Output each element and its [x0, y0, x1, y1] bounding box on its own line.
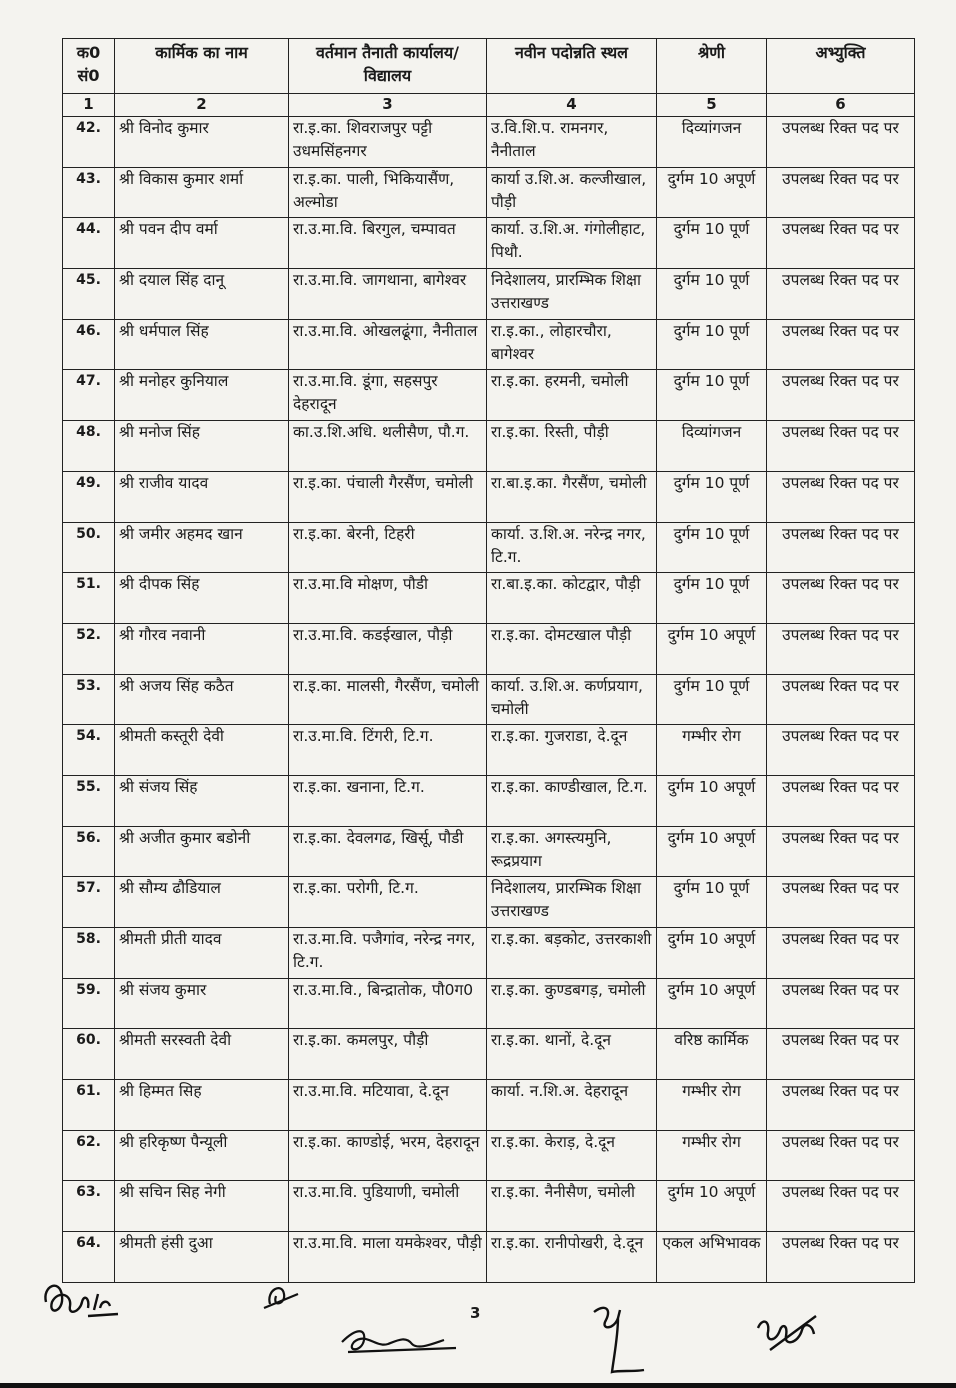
- cell-category: दुर्गम 10 अपूर्ण: [657, 978, 767, 1029]
- cell-remark: उपलब्ध रिक्त पद पर: [767, 1181, 915, 1232]
- cell-current-posting: रा.उ.मा.वि., बिन्द्रातोक, पौ0ग0: [289, 978, 487, 1029]
- table-row: [63, 1181, 915, 1232]
- cell-serial: 49.: [63, 471, 115, 522]
- table-row: [63, 826, 915, 877]
- cell-current-posting: रा.उ.मा.वि. ओखलढूंगा, नैनीताल: [289, 319, 487, 370]
- cell-name: श्री अजीत कुमार बडोनी: [115, 826, 289, 877]
- cell-name: श्री अजय सिंह कठैत: [115, 674, 289, 725]
- cell-new-posting: कार्या. उ.शि.अ. नरेन्द्र नगर, टि.ग.: [487, 522, 657, 573]
- column-number: 2: [115, 94, 289, 117]
- cell-category: गम्भीर रोग: [657, 725, 767, 776]
- table-row: [63, 522, 915, 573]
- cell-name: श्री पवन दीप वर्मा: [115, 218, 289, 269]
- cell-category: दुर्गम 10 अपूर्ण: [657, 826, 767, 877]
- cell-category: दुर्गम 10 पूर्ण: [657, 319, 767, 370]
- cell-new-posting: रा.इ.का. थानों, दे.दून: [487, 1029, 657, 1080]
- cell-serial: 51.: [63, 573, 115, 624]
- cell-name: श्री मनोहर कुनियाल: [115, 370, 289, 421]
- header-new-posting: नवीन पदोन्नति स्थल: [487, 39, 657, 94]
- cell-remark: उपलब्ध रिक्त पद पर: [767, 978, 915, 1029]
- cell-new-posting: रा.इ.का. काण्डीखाल, टि.ग.: [487, 775, 657, 826]
- cell-current-posting: रा.इ.का. पाली, भिकियासैंण, अल्मोडा: [289, 167, 487, 218]
- column-number: 6: [767, 94, 915, 117]
- signature-3: [584, 1300, 654, 1382]
- cell-current-posting: रा.उ.मा.वि. मटियावा, दे.दून: [289, 1080, 487, 1131]
- cell-remark: उपलब्ध रिक्त पद पर: [767, 826, 915, 877]
- cell-new-posting: रा.इ.का. गुजराडा, दे.दून: [487, 725, 657, 776]
- cell-name: श्री सौम्य ढौडियाल: [115, 877, 289, 928]
- cell-current-posting: का.उ.शि.अधि. थलीसैण, पौ.ग.: [289, 421, 487, 472]
- table-row: [63, 928, 915, 979]
- column-number: 4: [487, 94, 657, 117]
- cell-category: दुर्गम 10 पूर्ण: [657, 573, 767, 624]
- cell-name: श्री राजीव यादव: [115, 471, 289, 522]
- cell-name: श्री हरिकृष्ण पैन्यूली: [115, 1130, 289, 1181]
- cell-name: श्री हिम्मत सिह: [115, 1080, 289, 1131]
- cell-name: श्री विनोद कुमार: [115, 117, 289, 168]
- cell-serial: 55.: [63, 775, 115, 826]
- cell-new-posting: रा.इ.का. नैनीसैण, चमोली: [487, 1181, 657, 1232]
- cell-new-posting: रा.बा.इ.का. कोटद्वार, पौड़ी: [487, 573, 657, 624]
- cell-category: दुर्गम 10 पूर्ण: [657, 269, 767, 320]
- cell-current-posting: रा.इ.का. देवलगढ, खिर्सू, पौडी: [289, 826, 487, 877]
- table-row: [63, 167, 915, 218]
- cell-category: दुर्गम 10 पूर्ण: [657, 877, 767, 928]
- table-row: [63, 117, 915, 168]
- cell-new-posting: कार्या. न.शि.अ. देहरादून: [487, 1080, 657, 1131]
- table-row: [63, 370, 915, 421]
- cell-new-posting: रा.इ.का. रिस्ती, पौड़ी: [487, 421, 657, 472]
- cell-current-posting: रा.इ.का. बेरनी, टिहरी: [289, 522, 487, 573]
- cell-serial: 47.: [63, 370, 115, 421]
- cell-serial: 48.: [63, 421, 115, 472]
- cell-new-posting: रा.बा.इ.का. गैरसैंण, चमोली: [487, 471, 657, 522]
- cell-serial: 58.: [63, 928, 115, 979]
- cell-name: श्रीमती सरस्वती देवी: [115, 1029, 289, 1080]
- page-number: 3: [470, 1304, 481, 1322]
- cell-new-posting: उ.वि.शि.प. रामनगर, नैनीताल: [487, 117, 657, 168]
- cell-name: श्री संजय सिंह: [115, 775, 289, 826]
- header-category: श्रेणी: [657, 39, 767, 94]
- table-row: [63, 1130, 915, 1181]
- cell-serial: 54.: [63, 725, 115, 776]
- cell-remark: उपलब्ध रिक्त पद पर: [767, 928, 915, 979]
- cell-category: एकल अभिभावक: [657, 1232, 767, 1283]
- cell-category: दुर्गम 10 अपूर्ण: [657, 167, 767, 218]
- cell-serial: 44.: [63, 218, 115, 269]
- cell-serial: 59.: [63, 978, 115, 1029]
- cell-serial: 61.: [63, 1080, 115, 1131]
- cell-name: श्रीमती हंसी दुआ: [115, 1232, 289, 1283]
- cell-current-posting: रा.उ.मा.वि. कडईखाल, पौड़ी: [289, 623, 487, 674]
- table-row: [63, 269, 915, 320]
- cell-remark: उपलब्ध रिक्त पद पर: [767, 218, 915, 269]
- column-number: 5: [657, 94, 767, 117]
- cell-new-posting: रा.इ.का. दोमटखाल पौड़ी: [487, 623, 657, 674]
- cell-current-posting: रा.इ.का. मालसी, गैरसैंण, चमोली: [289, 674, 487, 725]
- cell-serial: 52.: [63, 623, 115, 674]
- cell-category: दुर्गम 10 अपूर्ण: [657, 623, 767, 674]
- cell-serial: 63.: [63, 1181, 115, 1232]
- cell-category: गम्भीर रोग: [657, 1130, 767, 1181]
- signature-initial: [258, 1274, 306, 1312]
- cell-category: दुर्गम 10 अपूर्ण: [657, 775, 767, 826]
- header-current-posting: वर्तमान तैनाती कार्यालय/ विद्यालय: [289, 39, 487, 94]
- cell-current-posting: रा.इ.का. पंचाली गैरसैंण, चमोली: [289, 471, 487, 522]
- cell-name: श्रीमती कस्तूरी देवी: [115, 725, 289, 776]
- cell-new-posting: रा.इ.का. अगस्त्यमुनि, रूद्रप्रयाग: [487, 826, 657, 877]
- cell-category: दुर्गम 10 पूर्ण: [657, 370, 767, 421]
- cell-category: दुर्गम 10 पूर्ण: [657, 522, 767, 573]
- cell-serial: 57.: [63, 877, 115, 928]
- cell-serial: 62.: [63, 1130, 115, 1181]
- cell-current-posting: रा.उ.मा.वि मोक्षण, पौडी: [289, 573, 487, 624]
- cell-name: श्री दयाल सिंह दानू: [115, 269, 289, 320]
- signature-4: [752, 1308, 822, 1360]
- cell-category: दुर्गम 10 अपूर्ण: [657, 928, 767, 979]
- cell-current-posting: रा.इ.का. शिवराजपुर पट्टी उधमसिंहनगर: [289, 117, 487, 168]
- cell-name: श्री धर्मपाल सिंह: [115, 319, 289, 370]
- cell-name: श्री मनोज सिंह: [115, 421, 289, 472]
- column-number-row: [63, 94, 915, 117]
- cell-serial: 53.: [63, 674, 115, 725]
- cell-category: दुर्गम 10 पूर्ण: [657, 471, 767, 522]
- cell-new-posting: रा.इ.का. रानीपोखरी, दे.दून: [487, 1232, 657, 1283]
- cell-serial: 50.: [63, 522, 115, 573]
- table-row: [63, 421, 915, 472]
- cell-remark: उपलब्ध रिक्त पद पर: [767, 522, 915, 573]
- cell-new-posting: कार्या. उ.शि.अ. कर्णप्रयाग, चमोली: [487, 674, 657, 725]
- cell-remark: उपलब्ध रिक्त पद पर: [767, 725, 915, 776]
- cell-category: दुर्गम 10 अपूर्ण: [657, 1181, 767, 1232]
- cell-remark: उपलब्ध रिक्त पद पर: [767, 319, 915, 370]
- cell-new-posting: रा.इ.का. कुण्डबगड़, चमोली: [487, 978, 657, 1029]
- cell-new-posting: निदेशालय, प्रारम्भिक शिक्षा उत्तराखण्ड: [487, 269, 657, 320]
- table-row: [63, 725, 915, 776]
- cell-current-posting: रा.उ.मा.वि. बिरगुल, चम्पावत: [289, 218, 487, 269]
- cell-name: श्री सचिन सिह नेगी: [115, 1181, 289, 1232]
- signature-1: [38, 1272, 138, 1328]
- table-row: [63, 1232, 915, 1283]
- cell-remark: उपलब्ध रिक्त पद पर: [767, 1232, 915, 1283]
- cell-category: दुर्गम 10 पूर्ण: [657, 674, 767, 725]
- cell-remark: उपलब्ध रिक्त पद पर: [767, 421, 915, 472]
- table-row: [63, 978, 915, 1029]
- cell-category: दुर्गम 10 पूर्ण: [657, 218, 767, 269]
- cell-name: श्री जमीर अहमद खान: [115, 522, 289, 573]
- cell-remark: उपलब्ध रिक्त पद पर: [767, 1029, 915, 1080]
- header-remark: अभ्युक्ति: [767, 39, 915, 94]
- cell-new-posting: निदेशालय, प्रारम्भिक शिक्षा उत्तराखण्ड: [487, 877, 657, 928]
- cell-remark: उपलब्ध रिक्त पद पर: [767, 167, 915, 218]
- cell-remark: उपलब्ध रिक्त पद पर: [767, 269, 915, 320]
- cell-current-posting: रा.इ.का. कमलपुर, पौड़ी: [289, 1029, 487, 1080]
- cell-serial: 60.: [63, 1029, 115, 1080]
- header-name: कार्मिक का नाम: [115, 39, 289, 94]
- header-sn: क0 सं0: [63, 39, 115, 94]
- cell-category: दिव्यांगजन: [657, 117, 767, 168]
- cell-remark: उपलब्ध रिक्त पद पर: [767, 573, 915, 624]
- cell-serial: 42.: [63, 117, 115, 168]
- cell-name: श्री संजय कुमार: [115, 978, 289, 1029]
- table-row: [63, 319, 915, 370]
- cell-name: श्री गौरव नवानी: [115, 623, 289, 674]
- table-row: [63, 1080, 915, 1131]
- cell-category: गम्भीर रोग: [657, 1080, 767, 1131]
- cell-current-posting: रा.उ.मा.वि. टिंगरी, टि.ग.: [289, 725, 487, 776]
- table-row: [63, 1029, 915, 1080]
- table-row: [63, 775, 915, 826]
- cell-new-posting: कार्या. उ.शि.अ. गंगोलीहाट, पिथौ.: [487, 218, 657, 269]
- cell-current-posting: रा.उ.मा.वि. जागथाना, बागेश्वर: [289, 269, 487, 320]
- table-row: [63, 218, 915, 269]
- cell-new-posting: रा.इ.का. बड़कोट, उत्तरकाशी: [487, 928, 657, 979]
- signature-2: [336, 1318, 476, 1360]
- cell-category: दिव्यांगजन: [657, 421, 767, 472]
- cell-remark: उपलब्ध रिक्त पद पर: [767, 1130, 915, 1181]
- cell-name: श्रीमती प्रीती यादव: [115, 928, 289, 979]
- table-row: [63, 623, 915, 674]
- cell-remark: उपलब्ध रिक्त पद पर: [767, 775, 915, 826]
- table-row: [63, 471, 915, 522]
- cell-current-posting: रा.इ.का. खनाना, टि.ग.: [289, 775, 487, 826]
- cell-serial: 64.: [63, 1232, 115, 1283]
- column-number: 3: [289, 94, 487, 117]
- cell-serial: 43.: [63, 167, 115, 218]
- cell-current-posting: रा.उ.मा.वि. पुडियाणी, चमोली: [289, 1181, 487, 1232]
- cell-new-posting: रा.इ.का. केराड़, दे.दून: [487, 1130, 657, 1181]
- cell-current-posting: रा.उ.मा.वि. डूंगा, सहसपुर देहरादून: [289, 370, 487, 421]
- transfer-table: [62, 38, 915, 1283]
- header-row: [63, 39, 915, 94]
- cell-remark: उपलब्ध रिक्त पद पर: [767, 674, 915, 725]
- cell-remark: उपलब्ध रिक्त पद पर: [767, 370, 915, 421]
- table-row: [63, 573, 915, 624]
- cell-remark: उपलब्ध रिक्त पद पर: [767, 117, 915, 168]
- table-row: [63, 877, 915, 928]
- cell-new-posting: कार्या उ.शि.अ. कल्जीखाल, पौड़ी: [487, 167, 657, 218]
- cell-new-posting: रा.इ.का., लोहारचौरा, बागेश्वर: [487, 319, 657, 370]
- table-row: [63, 674, 915, 725]
- cell-name: श्री विकास कुमार शर्मा: [115, 167, 289, 218]
- cell-remark: उपलब्ध रिक्त पद पर: [767, 471, 915, 522]
- cell-remark: उपलब्ध रिक्त पद पर: [767, 877, 915, 928]
- cell-remark: उपलब्ध रिक्त पद पर: [767, 623, 915, 674]
- cell-current-posting: रा.उ.मा.वि. माला यमकेश्वर, पौड़ी: [289, 1232, 487, 1283]
- cell-current-posting: रा.इ.का. काण्डोई, भरम, देहरादून: [289, 1130, 487, 1181]
- page-bottom-edge: [0, 1383, 956, 1388]
- cell-name: श्री दीपक सिंह: [115, 573, 289, 624]
- cell-current-posting: रा.इ.का. परोगी, टि.ग.: [289, 877, 487, 928]
- cell-category: वरिष्ठ कार्मिक: [657, 1029, 767, 1080]
- cell-new-posting: रा.इ.का. हरमनी, चमोली: [487, 370, 657, 421]
- cell-serial: 46.: [63, 319, 115, 370]
- cell-serial: 56.: [63, 826, 115, 877]
- cell-current-posting: रा.उ.मा.वि. पजैगांव, नरेन्द्र नगर, टि.ग.: [289, 928, 487, 979]
- cell-remark: उपलब्ध रिक्त पद पर: [767, 1080, 915, 1131]
- cell-serial: 45.: [63, 269, 115, 320]
- column-number: 1: [63, 94, 115, 117]
